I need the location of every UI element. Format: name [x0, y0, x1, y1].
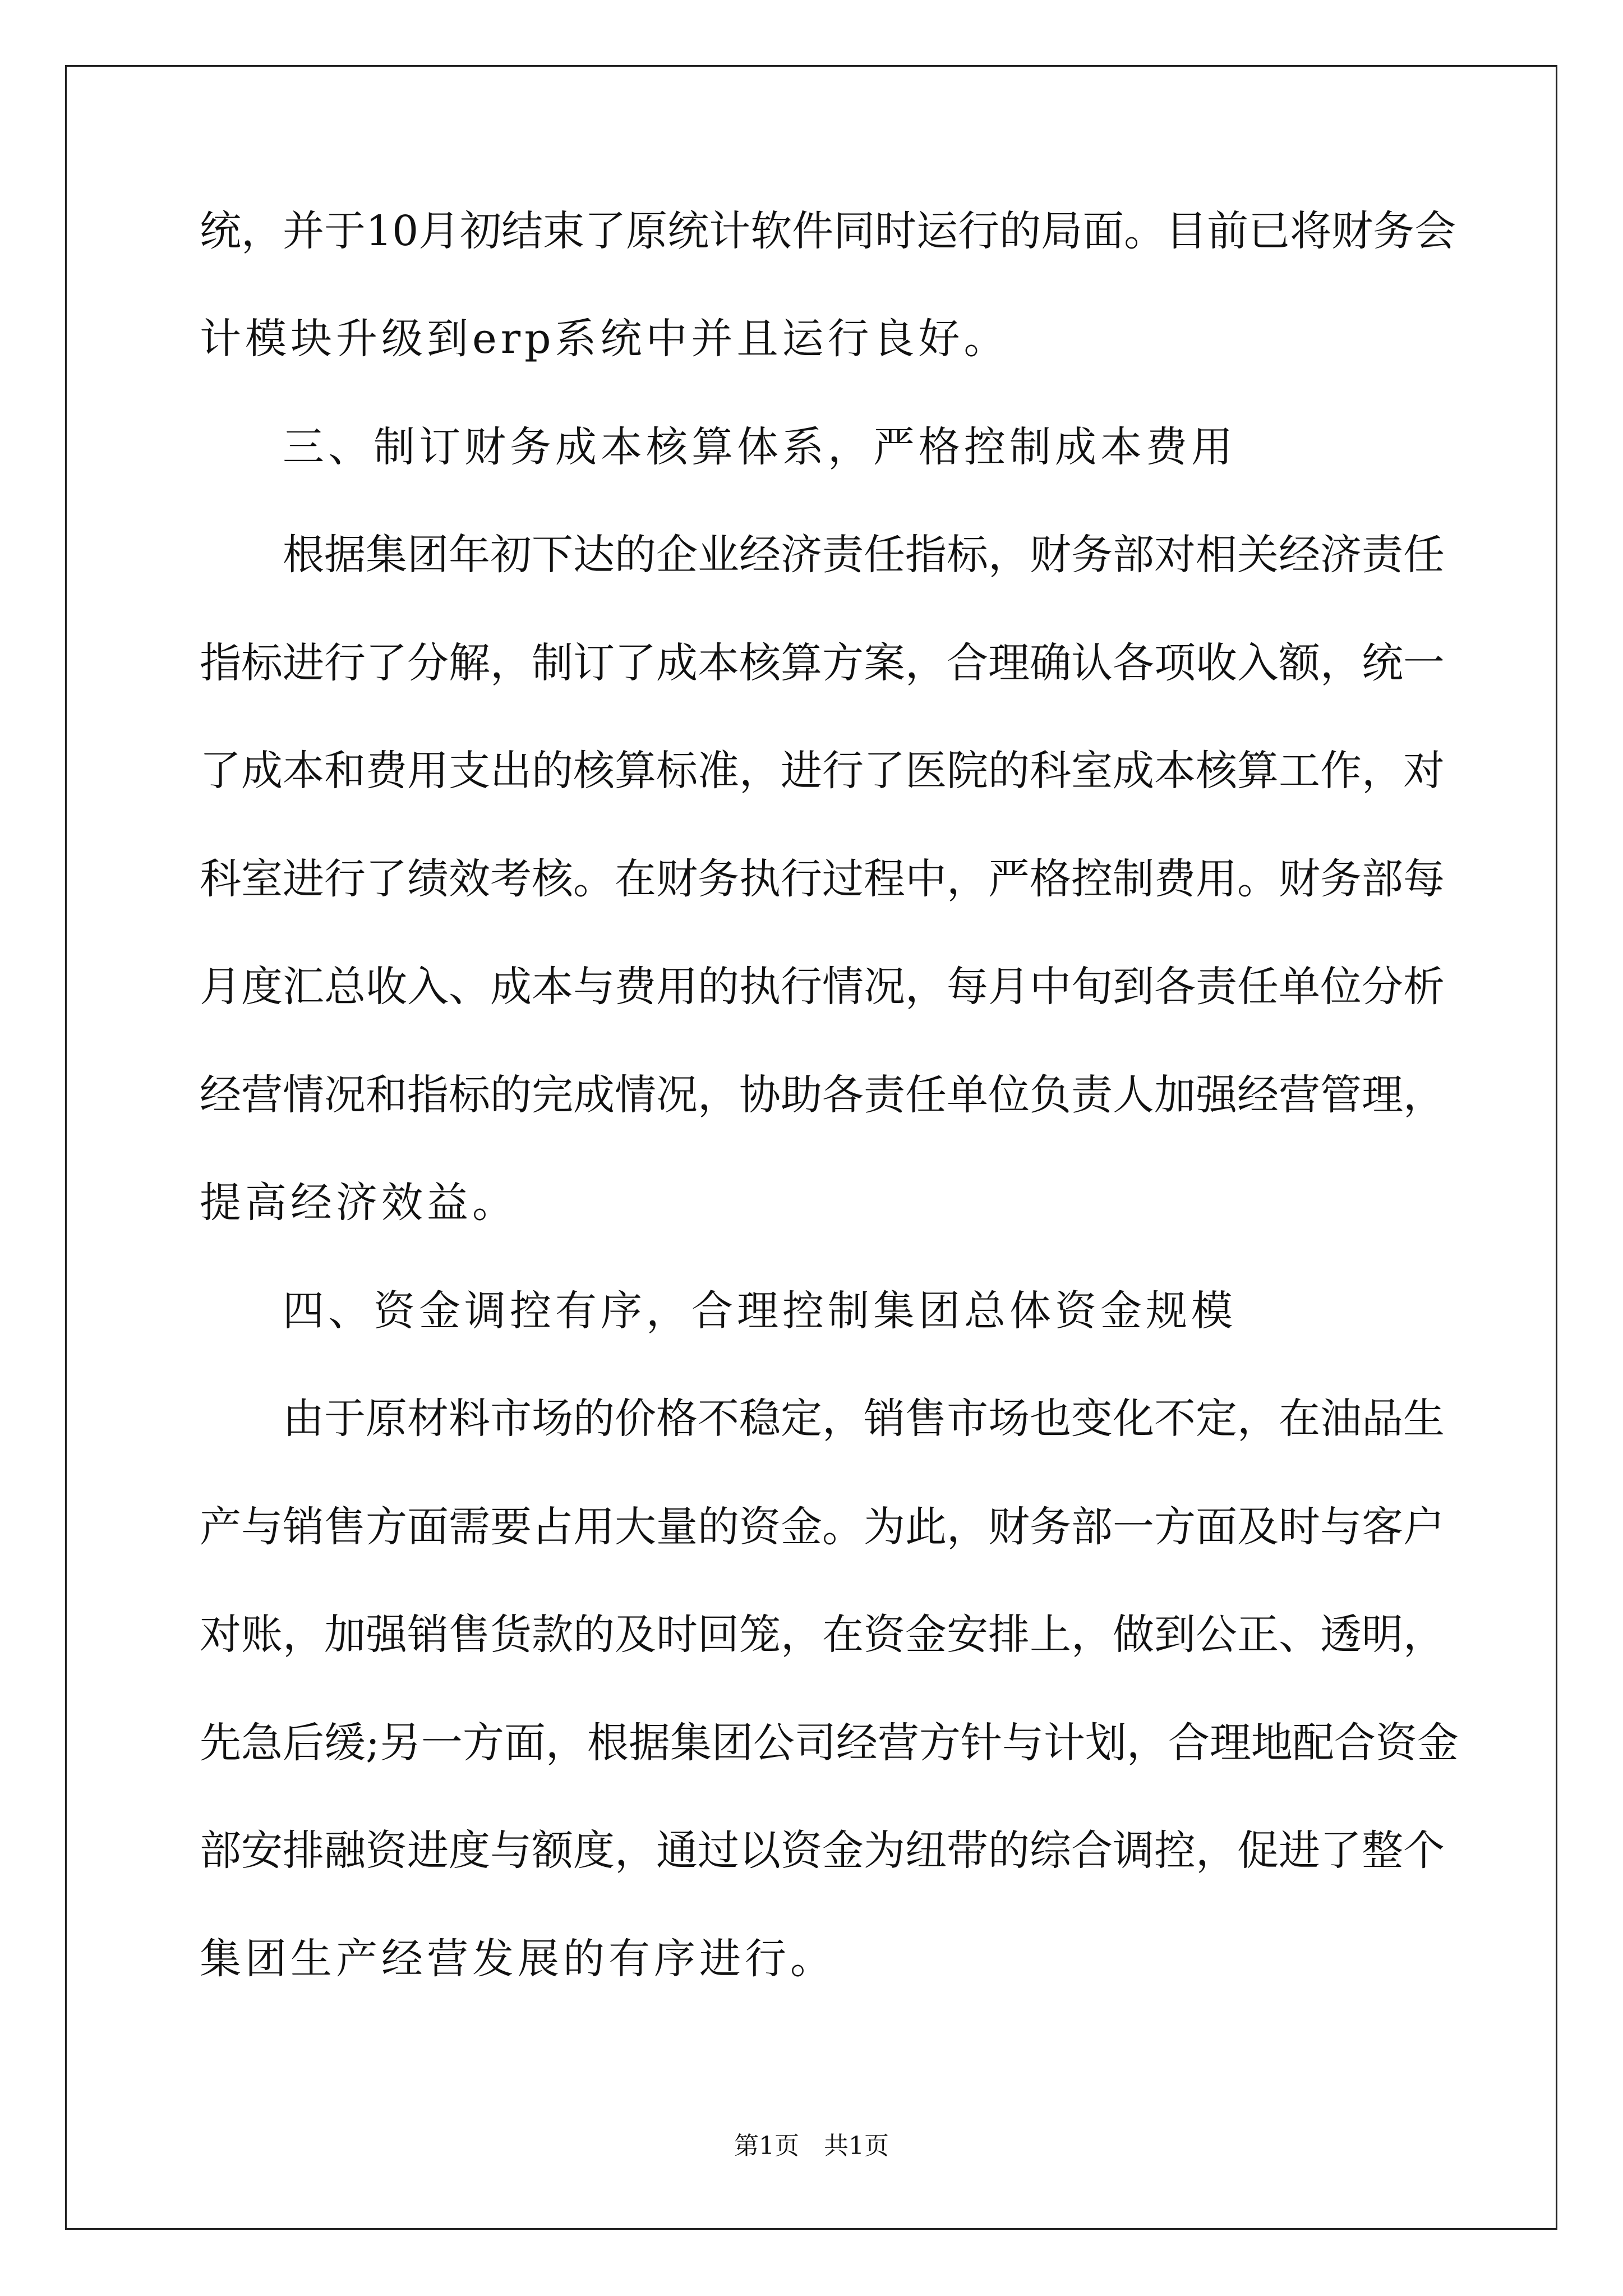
- paragraph-line: 对账，加强销售货款的及时回笼，在资金安排上，做到公正、透明，: [200, 1611, 1445, 1659]
- paragraph-line: 科室进行了绩效考核。在财务执行过程中，严格控制费用。财务部每: [200, 855, 1445, 903]
- paragraph-line: 部安排融资进度与额度，通过以资金为纽带的综合调控，促进了整个: [200, 1826, 1445, 1875]
- paragraph-line: 先急后缓;另一方面，根据集团公司经营方针与计划，合理地配合资金: [200, 1719, 1459, 1767]
- paragraph-line: 统，并于10月初结束了原统计软件同时运行的局面。目前已将财务会: [200, 207, 1456, 255]
- paragraph-line: 产与销售方面需要占用大量的资金。为此，财务部一方面及时与客户: [200, 1503, 1445, 1551]
- page-frame: [65, 65, 1557, 2230]
- paragraph-line: 由于原材料市场的价格不稳定，销售市场也变化不定，在油品生: [283, 1395, 1445, 1443]
- paragraph-line: 指标进行了分解，制订了成本核算方案，合理确认各项收入额，统一: [200, 639, 1445, 687]
- paragraph-line: 根据集团年初下达的企业经济责任指标，财务部对相关经济责任: [283, 531, 1445, 579]
- paragraph-line: 提高经济效益。: [200, 1179, 518, 1227]
- section-heading: 三、制订财务成本核算体系，严格控制成本费用: [283, 423, 1237, 471]
- paragraph-line: 计模块升级到erp系统中并且运行良好。: [200, 315, 1009, 363]
- paragraph-line: 了成本和费用支出的核算标准，进行了医院的科室成本核算工作，对: [200, 747, 1445, 795]
- paragraph-line: 经营情况和指标的完成情况，协助各责任单位负责人加强经营管理，: [200, 1071, 1445, 1119]
- section-heading: 四、资金调控有序，合理控制集团总体资金规模: [283, 1287, 1237, 1335]
- page-footer: 第1页 共1页: [734, 2132, 889, 2160]
- paragraph-line: 集团生产经营发展的有序进行。: [200, 1935, 836, 1983]
- paragraph-line: 月度汇总收入、成本与费用的执行情况，每月中旬到各责任单位分析: [200, 963, 1445, 1011]
